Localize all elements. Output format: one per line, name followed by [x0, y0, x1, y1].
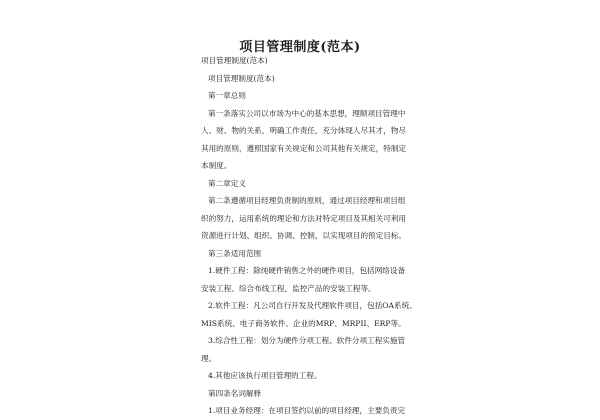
body-line: 其用的原则，遵照国家有关规定和公司其他有关规定，特制定: [201, 143, 407, 153]
body-line: MIS系统、电子商务软件、企业的MRP、MRPII、ERP等。: [201, 318, 406, 328]
body-line: 安装工程、综合布线工程，监控产品的安装工程等。: [201, 283, 376, 293]
body-line: 人、财、物的关系，明确工作责任，充分体现人尽其才，物尽: [201, 126, 407, 135]
chapter-heading: 第一章总则: [208, 91, 246, 100]
body-line: 织的努力，运用系统的理论和方法对特定项目及其相关可利用: [201, 213, 407, 223]
article-heading: 第三条适用范围: [208, 248, 262, 258]
document-title: 项目管理制度(范本): [239, 40, 361, 55]
body-line: 项目管理制度(范本): [201, 56, 268, 65]
article-heading: 第四条名词解释: [208, 388, 262, 398]
body-line: 1.硬件工程：除纯硬件销售之外的硬件项目，包括网络设备: [208, 266, 406, 275]
body-line: 4.其他应该执行项目管理的工程。: [208, 371, 322, 380]
body-line: 1.项目业务经理：在项目签约以前的项目经理，主要负责完: [208, 406, 406, 415]
body-line: 资源进行计划、组织、协调、控制，以实现项目的预定目标。: [201, 231, 407, 240]
document-body: [201, 52, 417, 420]
body-line: 理。: [201, 353, 217, 363]
body-line: 第一条落实公司以市场为中心的基本思想，理顺项目管理中: [208, 108, 406, 118]
body-line: 第二条遵循项目经理负责制的原则，通过项目经理和项目组: [208, 196, 406, 205]
body-line: 本制度。: [201, 161, 232, 170]
body-line: 2.软件工程：凡公司自行开发及代理软件项目，包括OA系统、: [208, 301, 417, 310]
chapter-heading: 第二章定义: [208, 178, 246, 188]
body-line: 项目管理制度(范本): [208, 73, 275, 83]
body-line: 3.综合性工程：划分为硬件分项工程、软件分项工程实施管: [208, 336, 406, 345]
